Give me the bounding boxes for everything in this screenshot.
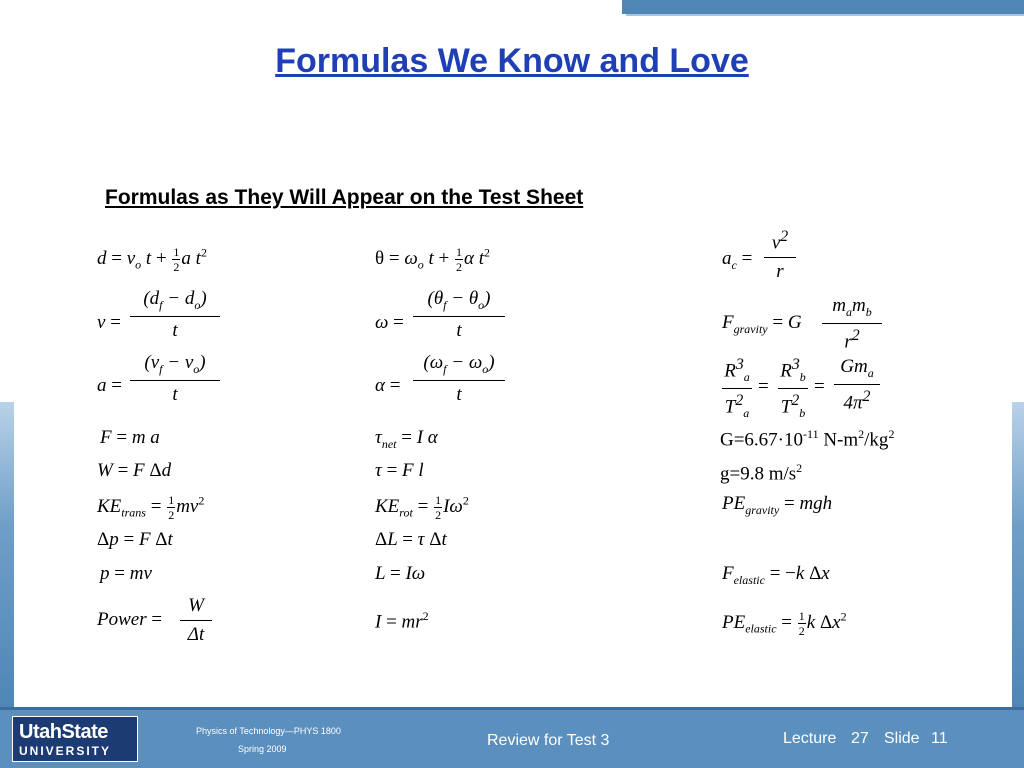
formula-kepler-equals-1: = [758, 376, 769, 397]
formula-gravity-fraction: $m_am_b$ $r^2$ [822, 295, 882, 353]
formula-angular-velocity-label: ω = [375, 312, 404, 333]
formula-acceleration-fraction: $(v_f - v_o)$ t [130, 352, 220, 406]
formula-net-torque: $\tau_{net} = I$ α [375, 427, 438, 451]
top-accent-line [626, 14, 1024, 16]
formula-rotational-ke: $KE_{rot}$ = $\frac{1}{2}$ $I\omega^2$ [375, 493, 469, 522]
constant-gravity-acceleration: g=9.8 $m/s^2$ [720, 461, 803, 485]
formula-velocity-fraction: $(d_f - d_o)$ t [130, 288, 220, 342]
formula-work: W = F Δd [97, 460, 172, 481]
formula-angular-impulse: ΔL = τ Δt [375, 529, 447, 550]
formula-angular-acceleration-label: α = [375, 375, 401, 396]
formula-impulse: Δp = F Δt [97, 529, 173, 550]
top-accent-bar [622, 0, 1024, 14]
formula-angle: $\theta = \omega_o$ t + $\frac{1}{2}$ α $t^2$ [375, 245, 491, 274]
formula-torque: τ = F l [375, 460, 424, 481]
formula-kepler-equals-2: = [814, 376, 825, 397]
formula-angular-velocity-fraction: $(\theta_f - \theta_o)$ t [413, 288, 505, 342]
slide-title: Formulas We Know and Love [275, 42, 749, 80]
footer-lecture-number: 27 [851, 730, 869, 747]
formula-velocity-label: v = [97, 312, 121, 333]
formula-angular-acceleration-fraction: $(\omega_f - \omega_o)$ t [413, 352, 505, 406]
university-logo: UtahState UNIVERSITY [12, 716, 138, 762]
formula-momentum: p = mv [100, 563, 152, 584]
formula-centripetal-label: $a_c$ = [722, 248, 753, 272]
formula-power-fraction: W Δt [180, 595, 212, 646]
formula-translational-ke: $KE_{trans}$ = $\frac{1}{2}$ $mv^2$ [97, 493, 205, 522]
formula-gravity-label: $F_{gravity} = G$ [722, 312, 802, 336]
footer-slide-label: Slide [884, 730, 920, 747]
formula-kepler-a-fraction: $R^3_a$ $T^2_a$ [722, 356, 752, 421]
formula-elastic-force: $F_{elastic} = -k$ Δx [722, 563, 830, 587]
footer-term: Spring 2009 [238, 744, 287, 754]
formula-force: F = m a [100, 427, 160, 448]
formula-kepler-b-fraction: $R^3_b$ $T^2_b$ [778, 356, 808, 421]
constant-gravitational: $G=6.67\cdot 10^{-11}$ $N-m^2/kg^2$ [720, 427, 895, 451]
formula-distance: $d = v_o$ t + $\frac{1}{2}$ a $t^2$ [97, 245, 207, 274]
footer-band-line [0, 707, 1024, 710]
formula-elastic-pe: $PE_{elastic}$ = $\frac{1}{2}$ k $\Delta x^2$ [722, 609, 847, 638]
formula-kepler-g-fraction: $Gm_a$ $4\pi^2$ [834, 356, 880, 414]
formula-moment-of-inertia: $I = mr^2$ [375, 609, 429, 633]
footer-topic: Review for Test 3 [487, 732, 610, 749]
footer-lecture-label: Lecture [783, 730, 837, 747]
formula-power-label: Power = [97, 609, 163, 630]
formula-acceleration-label: a = [97, 375, 122, 396]
slide-subtitle: Formulas as They Will Appear on the Test Sheet [105, 186, 584, 209]
formula-angular-momentum: L = Iω [375, 563, 426, 584]
footer-course: Physics of Technology—PHYS 1800 [196, 726, 341, 736]
left-edge-decoration [0, 402, 14, 708]
right-edge-decoration [1012, 402, 1024, 708]
formula-gravitational-pe: $PE_{gravity}$ = mgh [722, 493, 833, 517]
footer-slide-number: 11 [931, 730, 948, 747]
formula-centripetal-fraction: $v^2$ r [764, 228, 796, 283]
